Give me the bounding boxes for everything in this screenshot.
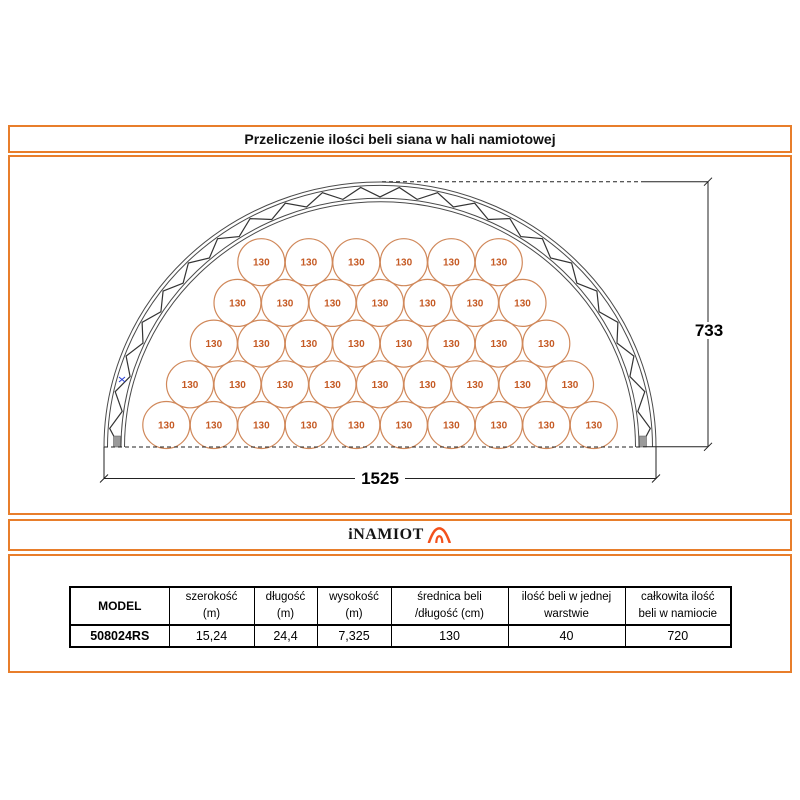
bale-label: 130	[324, 379, 341, 391]
bale-label: 130	[276, 379, 294, 391]
bale-label: 130	[252, 257, 270, 269]
table-cell-1: 15,24	[169, 625, 254, 647]
spec-table	[69, 586, 732, 648]
bale-label: 130	[442, 257, 460, 269]
table-cell-0: 508024RS	[70, 625, 169, 647]
table-row	[70, 625, 731, 647]
tent-icon	[427, 527, 452, 543]
page-title: Przeliczenie ilości beli siana w hali namiotowej	[244, 131, 556, 147]
bale-label: 130	[347, 420, 365, 432]
bale-label: 130	[276, 298, 294, 310]
table-cell-5: 40	[508, 625, 625, 647]
bale-label: 130	[300, 257, 318, 269]
bale-label: 130	[466, 379, 484, 391]
dome-drawing	[10, 157, 790, 510]
col-header-2: długość (m)	[254, 587, 317, 625]
truss-chord	[121, 198, 639, 447]
table-cell-2: 24,4	[254, 625, 317, 647]
width-dimension-label: 1525	[361, 469, 399, 488]
bale-label: 130	[347, 257, 365, 269]
bale-label: 130	[157, 420, 175, 432]
col-header-3: wysokość (m)	[317, 587, 391, 625]
bale-label: 130	[537, 339, 555, 351]
bale-label: 130	[490, 339, 508, 351]
bale-label: 130	[371, 298, 389, 310]
bale-label: 130	[395, 339, 413, 351]
bale-label: 130	[537, 420, 555, 432]
logo-bar	[8, 519, 792, 551]
bale-label: 130	[419, 379, 436, 391]
col-header-5: ilość beli w jednej warstwie	[508, 587, 625, 625]
col-header-1: szerokość (m)	[169, 587, 254, 625]
bale-label: 130	[300, 339, 318, 351]
bale-label: 130	[585, 420, 603, 432]
logo-text: iNAMIOT	[348, 526, 424, 543]
truss-right-foot	[640, 436, 647, 447]
bale-label: 130	[229, 298, 246, 310]
dimension-annotations	[100, 178, 725, 488]
bale-label: 130	[490, 420, 508, 432]
cad-marker	[119, 377, 125, 382]
bale-label: 130	[252, 420, 270, 432]
bale-label: 130	[229, 379, 246, 391]
bale-label: 130	[252, 339, 270, 351]
bale-label: 130	[419, 298, 436, 310]
table-cell-4: 130	[391, 625, 508, 647]
bale-label: 130	[490, 257, 508, 269]
bale-label: 130	[442, 339, 460, 351]
bale-label: 130	[514, 379, 531, 391]
bale-label: 130	[395, 257, 413, 269]
bale-label: 130	[466, 298, 484, 310]
title-bar	[8, 125, 792, 153]
bale-label: 130	[371, 379, 389, 391]
bale-label: 130	[514, 298, 531, 310]
height-dimension-label: 733	[694, 321, 724, 340]
col-header-4: średnica beli /długość (cm)	[391, 587, 508, 625]
bale-label: 130	[205, 339, 223, 351]
table-cell-3: 7,325	[317, 625, 391, 647]
table-panel	[8, 554, 792, 673]
table-cell-6: 720	[625, 625, 731, 647]
col-header-0: MODEL	[70, 587, 169, 625]
bale-label: 130	[324, 298, 341, 310]
bale-label: 130	[181, 379, 199, 391]
bale-label: 130	[561, 379, 579, 391]
bale-label: 130	[205, 420, 223, 432]
bale-label: 130	[347, 339, 365, 351]
col-header-6: całkowita ilość beli w namiocie	[625, 587, 731, 625]
bale-label: 130	[395, 420, 413, 432]
bale-stack	[143, 239, 618, 449]
truss-left-foot	[114, 436, 121, 447]
bale-label: 130	[442, 420, 460, 432]
bale-label: 130	[300, 420, 318, 432]
